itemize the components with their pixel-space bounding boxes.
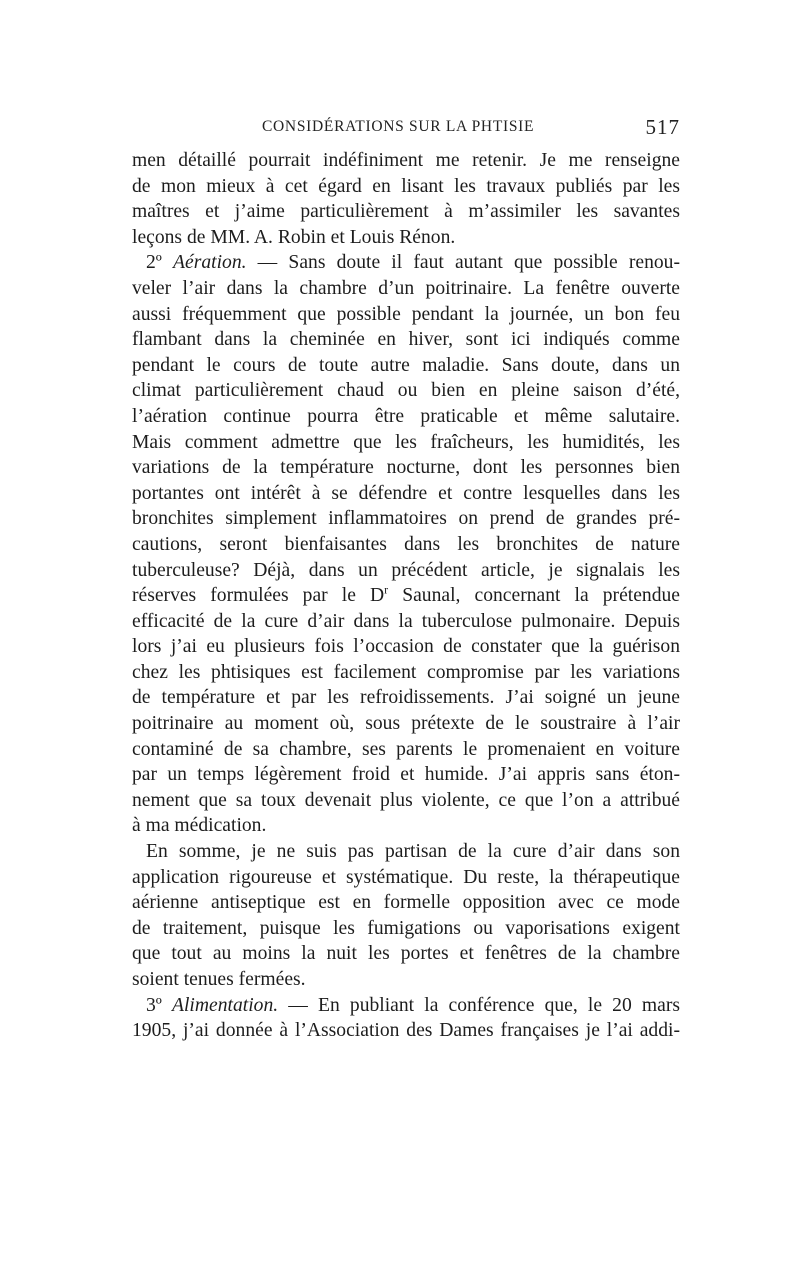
line-fragment: Saunal, concernant la prétendue [388,585,680,607]
text-line: portantes ont intérêt à se défendre et contre lesquelles dans les [132,482,680,504]
text-line: efficacité de la cure d’air dans la tuberculose pulmonaire. Depuis [132,610,680,632]
text-line: 1905, j’ai donnée à l’Association des Dames françaises je l’ai addi- [132,1020,680,1042]
text-line: climat particulièrement chaud ou bien en pleine saison d’été, [132,380,680,402]
text-line: flambant dans la cheminée en hiver, sont ici indiqués comme [132,329,680,351]
text-body [132,148,680,1044]
text-line: aérienne antiseptique est en formelle opposition avec ce mode [132,892,680,914]
text-line: par un temps légèrement froid et humide. J’ai appris sans éton- [132,764,680,786]
page-number: 517 [645,115,680,139]
text-line: contaminé de sa chambre, ses parents le promenaient en voiture [132,738,680,760]
text-line: En somme, je ne suis pas partisan de la cure d’air dans son [146,841,680,863]
text-line: poitrinaire au moment où, sous prétexte de le soustraire à l’air [132,713,680,735]
paragraph-aeration [132,250,680,839]
text-line: application rigoureuse et systématique. Du reste, la thérapeutique [132,866,680,888]
text-line: l’aération continue pourra être praticable et même salutaire. [132,405,680,427]
text-line: soient tenues fermées. [132,969,306,990]
text-line: de température et par les refroidissements. J’ai soigné un jeune [132,687,680,709]
running-title: CONSIDÉRATIONS SUR LA PHTISIE [262,118,535,135]
text-line: nement que sa toux devenait plus violente, ce que l’on a attribué [132,789,680,811]
line-fragment: réserves formulées par le D [132,585,385,607]
text-line: de traitement, puisque les fumigations ou vaporisations exigent [132,917,680,939]
text-line: de mon mieux à cet égard en lisant les travaux publiés par les [132,175,680,197]
text-line [132,993,680,1019]
section-number: 2º [146,252,174,274]
text-line: aussi fréquemment que possible pendant la journée, un bon feu [132,303,680,325]
text-line: maîtres et j’aime particulièrement à m’assimiler les savantes [132,201,680,223]
line-fragment: — Sans doute il faut autant que possible renou- [246,252,680,274]
superscript: r [384,582,389,597]
text-line: leçons de MM. A. Robin et Louis Rénon. [132,226,456,248]
text-line: variations de la température nocturne, dont les personnes bien [132,457,680,479]
text-line: pendant le cours de toute autre maladie. Sans doute, dans un [132,354,680,376]
text-line: que tout au moins la nuit les portes et fenêtres de la chambre [132,943,680,965]
text-line: veler l’air dans la chambre d’un poitrinaire. La fenêtre ouverte [132,277,680,299]
paragraph-1 [132,148,680,250]
text-line: à ma médication. [132,815,267,837]
section-heading-aeration: Aération. [173,252,247,274]
line-fragment: — En publiant la conférence que, le 20 mars [278,994,680,1016]
section-heading-alimentation: Alimentation. [172,994,279,1016]
text-line: cautions, seront bienfaisantes dans les bronchites de nature [132,533,680,555]
text-line: Mais comment admettre que les fraîcheurs, les humidités, les [132,431,680,453]
page-header [132,112,680,142]
text-line: bronchites simplement inflammatoires on prend de grandes pré- [132,508,680,530]
text-line: lors j’ai eu plusieurs fois l’occasion de constater que la guérison [132,636,680,658]
text-line [132,250,680,276]
paragraph-3 [132,839,680,993]
text-line [132,583,680,609]
text-line: tuberculeuse? Déjà, dans un précédent article, je signalais les [132,559,680,581]
text-line: men détaillé pourrait indéfiniment me retenir. Je me renseigne [132,150,680,171]
text-line: chez les phtisiques est facilement compromise par les variations [132,661,680,683]
paragraph-alimentation [132,993,680,1044]
section-number: 3º [146,994,173,1016]
